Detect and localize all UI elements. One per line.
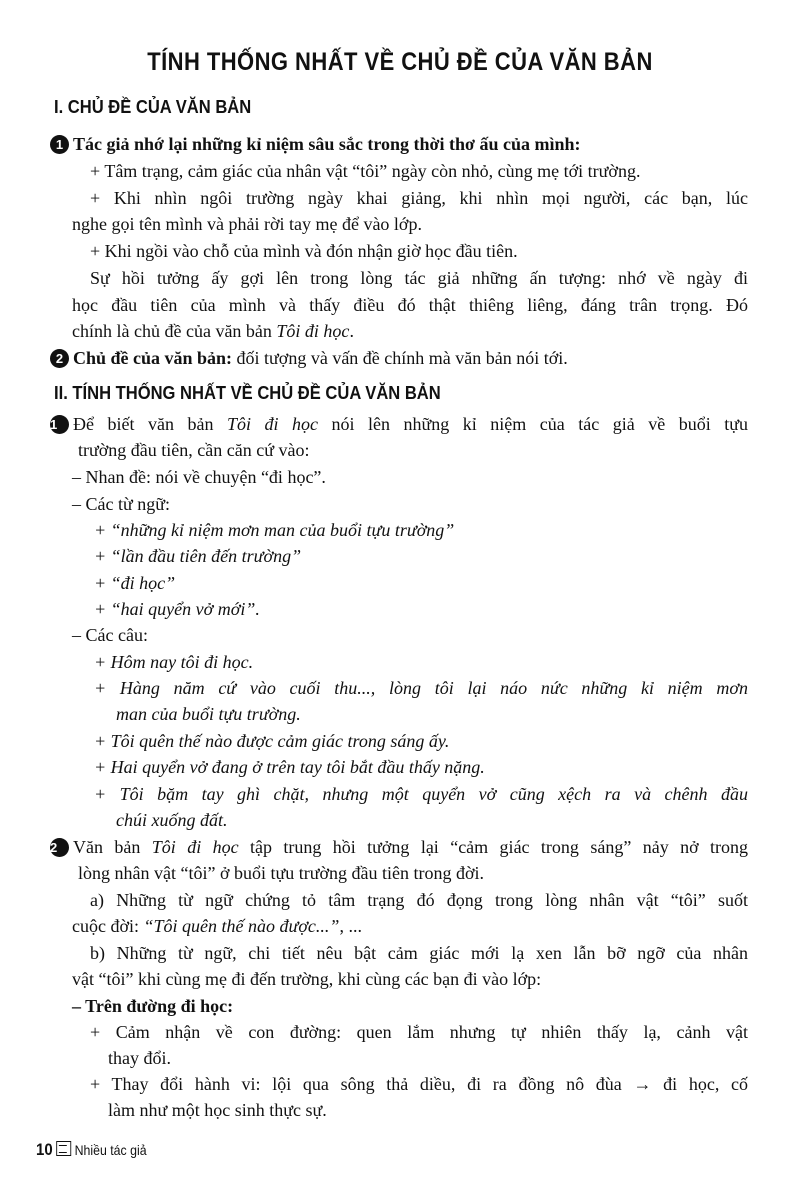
s2-thay-doi-line-2: làm như một học sinh thực sự. — [108, 1100, 327, 1120]
s2-nhan-de: – Nhan đề: nói về chuyện “đi học”. — [72, 467, 326, 487]
s2-cau-2-line-1: + Hàng năm cứ vào cuối thu..., lòng tôi lại náo nức những kỉ niệm mơn — [94, 678, 748, 698]
s2-item2-line-2: lòng nhân vật “tôi” ở buổi tựu trường đầu tiên trong đời. — [78, 863, 485, 883]
s2-tren-duong-label: – Trên đường đi học: — [72, 996, 234, 1016]
publisher-name: Nhiều tác giả — [74, 1142, 147, 1158]
number-badge: 2 — [50, 838, 69, 857]
quote: “Tôi quên thế nào được...” — [143, 916, 340, 936]
text: cuộc đời: — [72, 916, 144, 936]
section-2-heading: II. TÍNH THỐNG NHẤT VỀ CHỦ ĐỀ CỦA VĂN BẢN — [54, 383, 441, 403]
number-badge: 1 — [50, 135, 69, 154]
s2-cau-5-line-1: + Tôi bặm tay ghì chặt, nhưng một quyển vở cũng xệch ra và chênh đầu — [94, 784, 748, 804]
s2-cau-1: + Hôm nay tôi đi học. — [94, 652, 254, 672]
s1-paragraph-line-1: Sự hồi tưởng ấy gợi lên trong lòng tác giả những ấn tượng: nhớ về ngày đi — [90, 268, 748, 288]
s1-paragraph-line-2: học đầu tiên của mình và thấy điều đó thật thiêng liêng, đáng trân trọng. Đó — [72, 295, 748, 315]
text: tập trung hồi tưởng lại “cảm giác trong sáng” nảy nở trong — [238, 837, 748, 857]
s2-cau-2-line-2: man của buổi tựu trường. — [116, 704, 301, 724]
s2-a-line-1: a) Những từ ngữ chứng tỏ tâm trạng đó đọng trong lòng nhân vật “tôi” suốt — [90, 890, 748, 910]
s2-item1-line-2: trường đầu tiên, cần căn cứ vào: — [78, 440, 310, 460]
book-logo-icon — [56, 1141, 71, 1156]
s1-bullet-3: + Khi ngồi vào chỗ của mình và đón nhận giờ học đầu tiên. — [90, 241, 518, 261]
s2-cac-cau-label: – Các câu: — [72, 625, 148, 645]
s2-cau-3: + Tôi quên thế nào được cảm giác trong sáng ấy. — [94, 731, 450, 751]
text: nói lên những kỉ niệm của tác giả về buổi tựu — [318, 414, 748, 434]
s2-b-line-1: b) Những từ ngữ, chi tiết nêu bật cảm giác mới lạ xen lẫn bỡ ngỡ của nhân — [90, 943, 748, 963]
s2-cau-4: + Hai quyển vở đang ở trên tay tôi bắt đầu thấy nặng. — [94, 757, 485, 777]
text: . — [349, 321, 354, 341]
s2-cau-5-line-2: chúi xuống đất. — [116, 810, 228, 830]
s1-item2-text: đối tượng và vấn đề chính mà văn bản nói tới. — [232, 348, 568, 368]
s2-tu-ngu-item-3: + “đi học” — [94, 573, 176, 593]
s2-tu-ngu-label: – Các từ ngữ: — [72, 494, 170, 514]
s1-paragraph-line-3 — [72, 320, 354, 342]
s2-a-line-2 — [72, 915, 362, 937]
s2-tu-ngu-item-4: + “hai quyển vở mới”. — [94, 599, 260, 619]
page-title: TÍNH THỐNG NHẤT VỀ CHỦ ĐỀ CỦA VĂN BẢN — [147, 48, 653, 76]
s2-tu-ngu-item-2: + “lần đầu tiên đến trường” — [94, 546, 302, 566]
number-badge: 2 — [50, 349, 69, 368]
s1-bullet-2-line-1: + Khi nhìn ngôi trường ngày khai giảng, khi nhìn mọi người, các bạn, lúc — [90, 188, 748, 208]
s2-cam-nhan-line-1: + Cảm nhận về con đường: quen lắm nhưng tự nhiên thấy lạ, cảnh vật — [90, 1022, 748, 1042]
s2-cam-nhan-line-2: thay đổi. — [108, 1048, 171, 1068]
s2-thay-doi-line-1: + Thay đổi hành vi: lội qua sông thả diều, đi ra đồng nô đùa → đi học, cố — [90, 1074, 748, 1094]
s1-item1-text: Tác giả nhớ lại những kỉ niệm sâu sắc trong thời thơ ấu của mình: — [73, 134, 581, 154]
section-1-heading: I. CHỦ ĐỀ CỦA VĂN BẢN — [54, 97, 252, 117]
s1-bullet-2-line-2: nghe gọi tên mình và phải rời tay mẹ để vào lớp. — [72, 214, 422, 234]
work-title: Tôi đi học — [226, 414, 318, 434]
text: Văn bản — [73, 837, 152, 857]
page-footer — [36, 1140, 147, 1160]
text: Để biết văn bản — [73, 414, 227, 434]
s2-item2-line-1 — [50, 836, 748, 858]
s1-item2 — [50, 347, 568, 369]
s2-tu-ngu-item-1: + “những kỉ niệm mơn man của buổi tựu trường” — [94, 520, 455, 540]
s2-b-line-2: vật “tôi” khi cùng mẹ đi đến trường, khi cùng các bạn đi vào lớp: — [72, 969, 542, 989]
s1-item2-label: Chủ đề của văn bản: — [73, 348, 233, 368]
s1-item1-heading — [50, 133, 580, 155]
number-badge: 1 — [50, 415, 69, 434]
page-number: 10 — [36, 1140, 53, 1159]
s2-item1-line-1 — [50, 413, 748, 435]
work-title: Tôi đi học — [151, 837, 239, 857]
text: chính là chủ đề của văn bản — [72, 321, 277, 341]
work-title: Tôi đi học — [276, 321, 350, 341]
text: , ... — [339, 916, 362, 936]
s1-bullet-1: + Tâm trạng, cảm giác của nhân vật “tôi” ngày còn nhỏ, cùng mẹ tới trường. — [90, 161, 641, 181]
